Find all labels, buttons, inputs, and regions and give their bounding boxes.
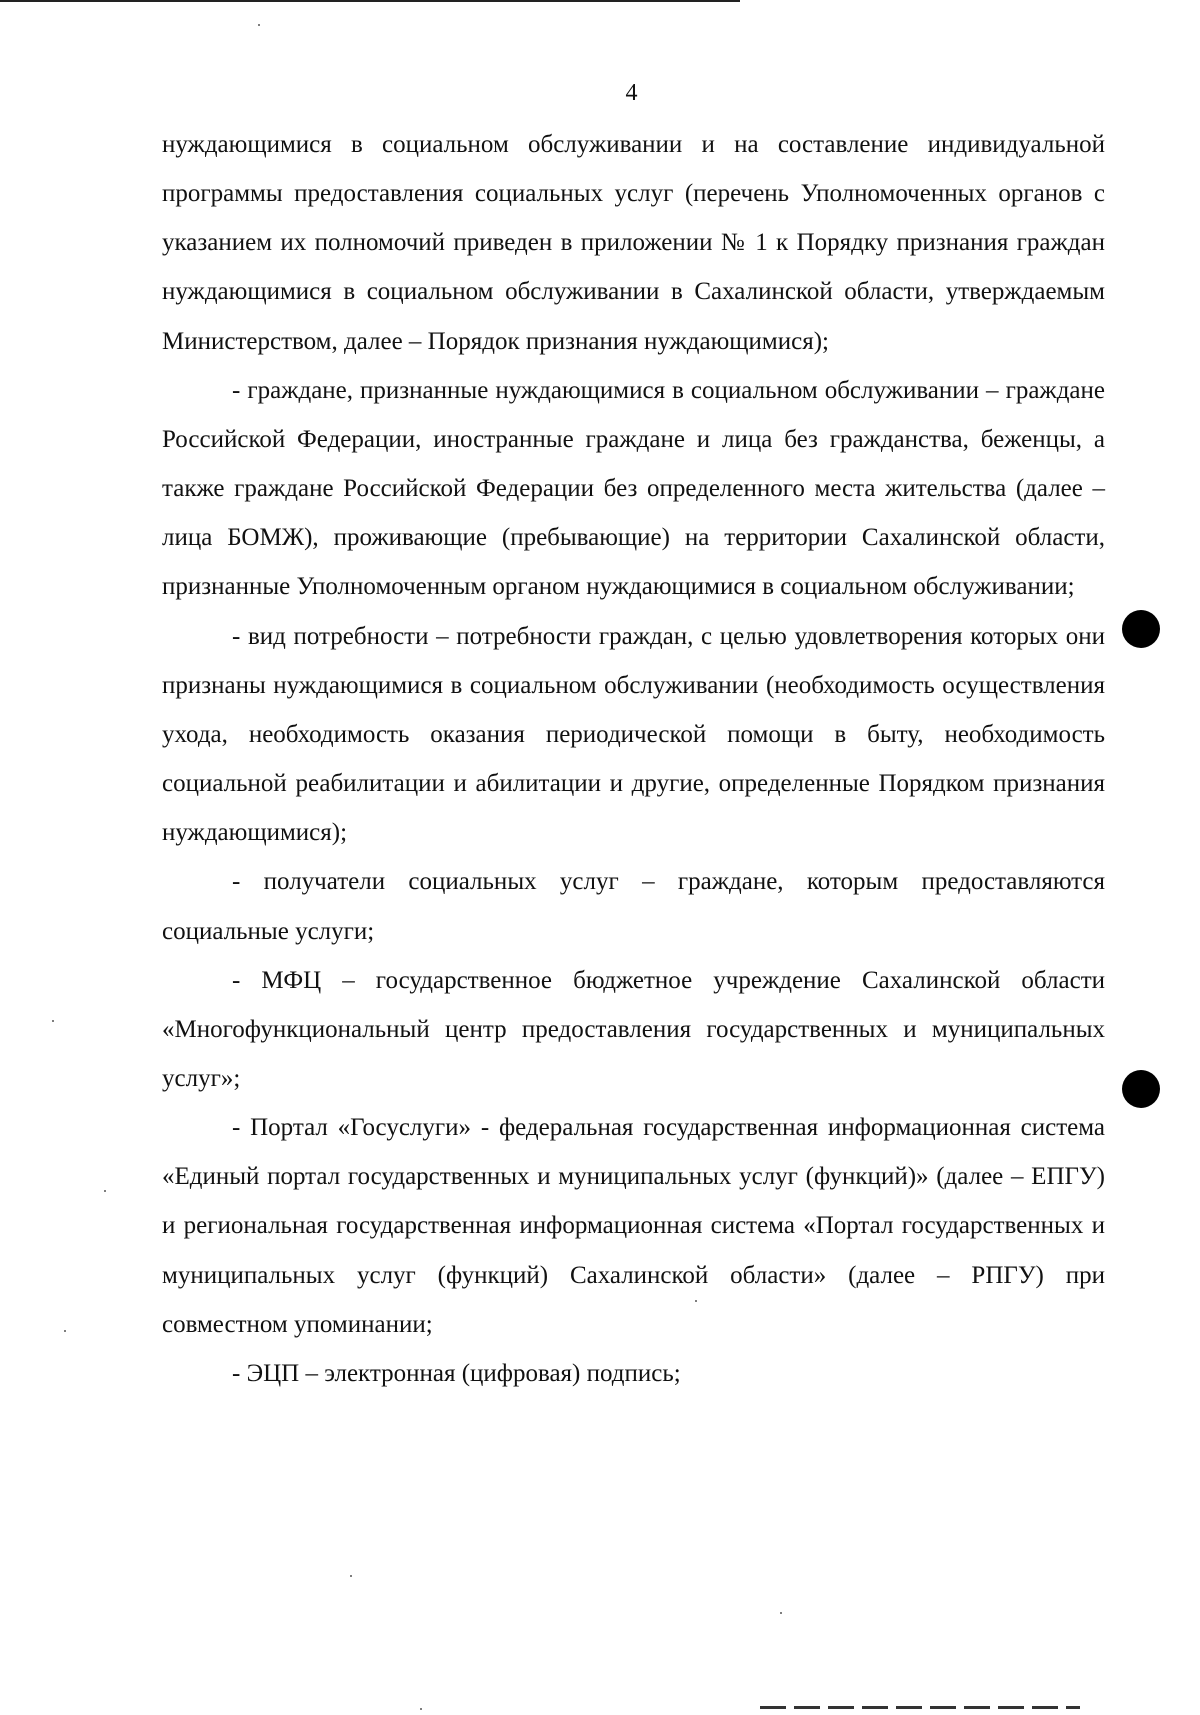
page-number: 4 xyxy=(625,80,638,106)
paragraph-citizens-in-need: - граждане, признанные нуждающимися в социальном обслуживании – граждане Российской Федерации, иностранные граждане и лица без гражданства, беженцы, а также граждане Российской Федерации без определенного места жительства (далее – лица БОМЖ), проживающие (пребывающие) на территории Сахалинской области, признанные Уполномоченным органом нуждающимися в социальном обслуживании; xyxy=(162,376,1105,601)
body-text xyxy=(162,120,1105,1398)
scan-speck xyxy=(420,1708,422,1710)
scan-speck xyxy=(104,1190,106,1192)
scan-speck xyxy=(780,1612,782,1614)
scan-speck xyxy=(695,1300,697,1302)
paragraph-service-recipients: - получатели социальных услуг – граждане, которым предоставляются социальные услуги; xyxy=(162,868,1105,945)
punch-hole-lower xyxy=(1122,1070,1160,1108)
paragraph-ecp: - ЭЦП – электронная (цифровая) подпись; xyxy=(232,1359,681,1387)
scan-speck xyxy=(52,1020,54,1022)
punch-hole-upper xyxy=(1122,610,1160,648)
bottom-edge-marks xyxy=(760,1706,1080,1709)
scan-speck xyxy=(64,1330,66,1332)
paragraph-type-of-need: - вид потребности – потребности граждан, с целью удовлетворения которых они признаны нуждающимися в социальном обслуживании (необходимость осуществления ухода, необходимость оказания периодической помощи в быту, необходимость социальной реабилитации и абилитации и другие, определенные Порядком признания нуждающимися); xyxy=(162,622,1105,847)
paragraph-continuation: нуждающимися в социальном обслуживании и на составление индивидуальной программы предоставления социальных услуг (перечень Уполномоченных органов с указанием их полномочий приведен в приложении № 1 к Порядку признания граждан нуждающимися в социальном обслуживании в Сахалинской области, утверждаемым Министерством, далее – Порядок признания нуждающимися); xyxy=(162,131,1105,355)
scan-speck xyxy=(350,1575,352,1577)
paragraph-gosuslugi-portal: - Портал «Госуслуги» - федеральная государственная информационная система «Единый портал государственных и муниципальных услуг (функций)» (далее – ЕПГУ) и региональная государственная информационная система «Портал государственных и муниципальных услуг (функций) Сахалинской области» (далее – РПГУ) при совместном упоминании; xyxy=(162,1114,1105,1338)
scan-speck xyxy=(258,24,260,26)
top-edge-line xyxy=(0,0,740,2)
paragraph-mfc: - МФЦ – государственное бюджетное учреждение Сахалинской области «Многофункциональный центр предоставления государственных и муниципальных услуг»; xyxy=(162,966,1105,1092)
